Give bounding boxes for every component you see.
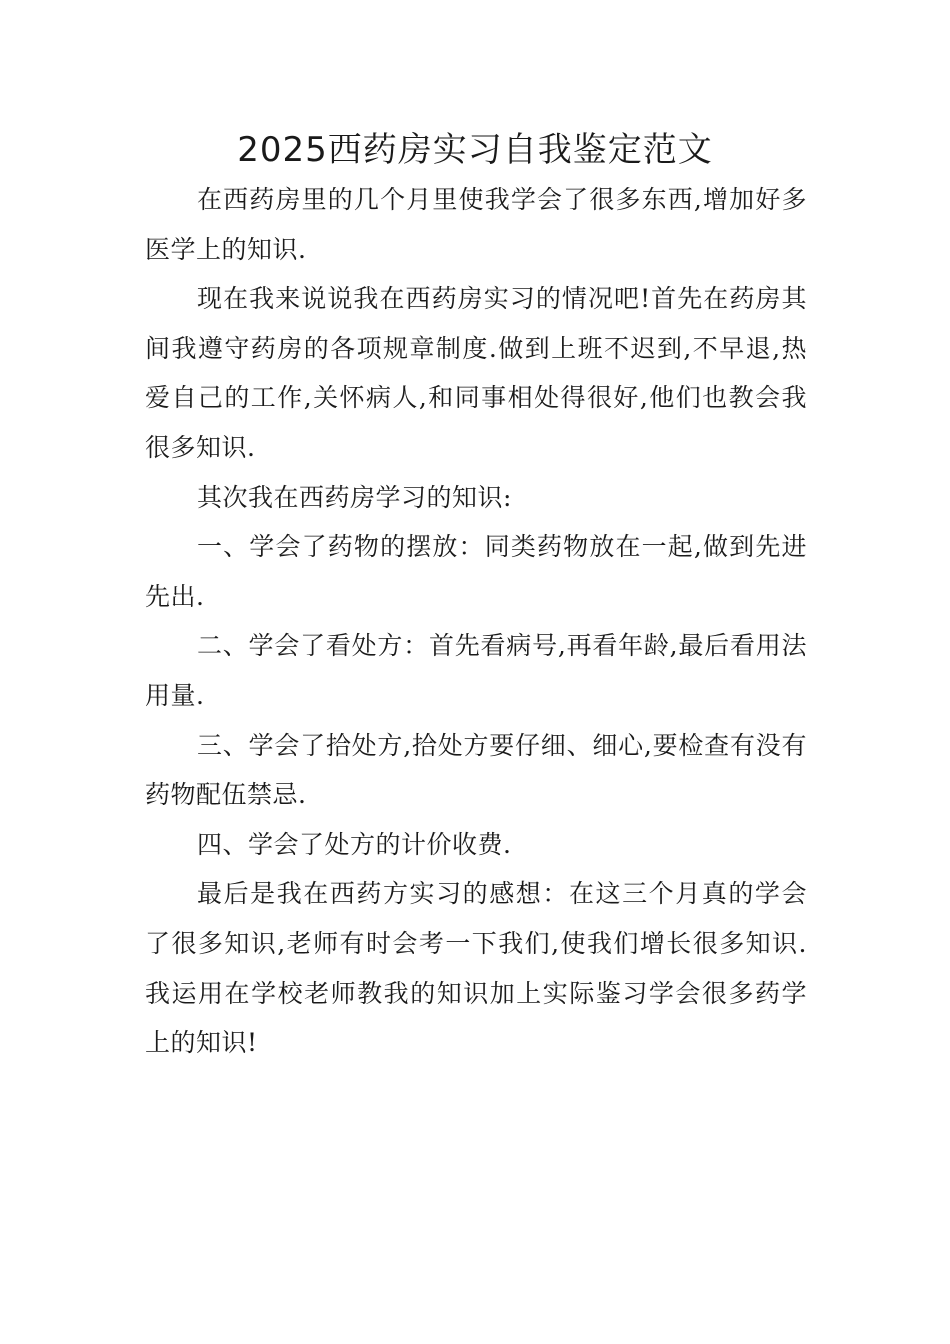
paragraph-item-three: 三、学会了拾处方,拾处方要仔细、细心,要检查有没有药物配伍禁忌. [145, 730, 807, 810]
document-body [145, 175, 807, 1068]
paragraph-situation: 现在我来说说我在西药房实习的情况吧!首先在药房其间我遵守药房的各项规章制度.做到上班不迟到,不早退,热爱自己的工作,关怀病人,和同事相处得很好,他们也教会我很多知识. [145, 284, 807, 462]
document-title: 2025西药房实习自我鉴定范文 [237, 130, 713, 170]
paragraph-knowledge-heading: 其次我在西药房学习的知识: [197, 482, 512, 512]
paragraph-conclusion: 最后是我在西药方实习的感想：在这三个月真的学会了很多知识,老师有时会考一下我们,使我们增长很多知识.我运用在学校老师教我的知识加上实际鉴习学会很多药学上的知识! [145, 879, 807, 1058]
paragraph-intro: 在西药房里的几个月里使我学会了很多东西,增加好多医学上的知识. [145, 185, 807, 264]
paragraph-item-four: 四、学会了处方的计价收费. [197, 829, 512, 859]
paragraph-item-one: 一、学会了药物的摆放：同类药物放在一起,做到先进先出. [145, 532, 807, 611]
paragraph-item-two: 二、学会了看处方：首先看病号,再看年龄,最后看用法用量. [145, 631, 807, 710]
